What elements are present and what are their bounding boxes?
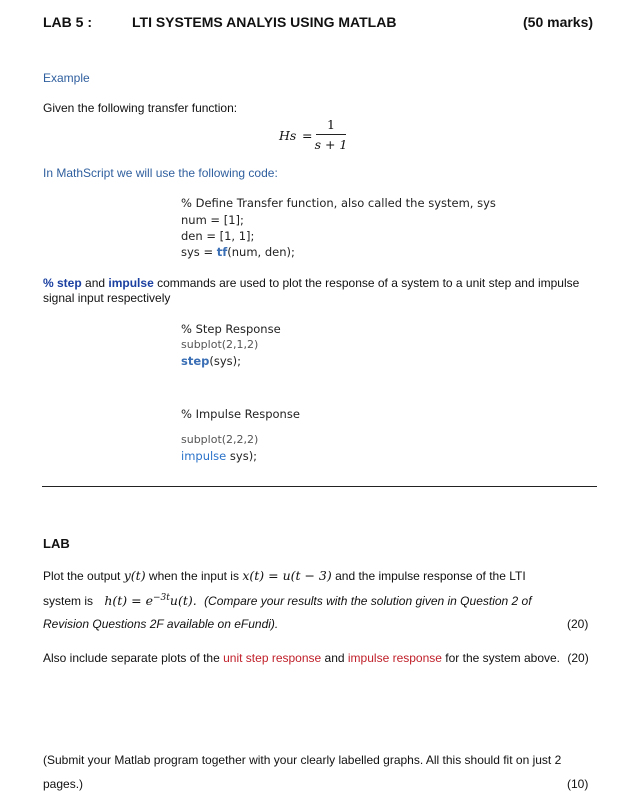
output-yt: y(t) bbox=[123, 568, 146, 583]
impulse-response-text: impulse response bbox=[347, 651, 442, 665]
input-equals: = bbox=[264, 568, 283, 583]
code-step-comment: % Step Response bbox=[181, 322, 281, 336]
desc-rest: commands are used to plot the response of a system to a unit step and impulse bbox=[153, 276, 580, 290]
impulse-ht: h(t) = e bbox=[104, 593, 154, 608]
commands-description-line2: signal input respectively bbox=[43, 291, 171, 305]
code-den: den = [1, 1]; bbox=[181, 229, 255, 243]
input-ut: u(t − 3) bbox=[282, 568, 332, 583]
lab-p4-b: for the system above. bbox=[441, 651, 561, 665]
page-title: LTI SYSTEMS ANALYIS USING MATLAB bbox=[132, 14, 397, 30]
code-num: num = [1]; bbox=[181, 213, 244, 227]
code-sys bbox=[181, 245, 295, 259]
lab-paragraph-line1 bbox=[43, 568, 526, 583]
tf-lhs: Hs bbox=[279, 128, 297, 143]
code-sys-suffix: (num, den); bbox=[227, 245, 295, 259]
lab-paragraph-line3: Revision Questions 2F available on eFundi). bbox=[43, 617, 279, 631]
impulse-command: impulse bbox=[108, 276, 154, 290]
code-impulse-suffix: sys); bbox=[226, 449, 258, 463]
marks-submission: (10) bbox=[567, 777, 589, 791]
lab-p1-a: Plot the output bbox=[43, 569, 124, 583]
tf-equals: = bbox=[302, 128, 313, 143]
code-impulse-comment: % Impulse Response bbox=[181, 407, 300, 421]
submit-instructions-line2: pages.) bbox=[43, 777, 84, 791]
code-step-suffix: (sys); bbox=[209, 354, 242, 368]
lab-heading: LAB bbox=[43, 536, 70, 551]
submit-instructions-line1: (Submit your Matlab program together with your clearly labelled graphs. All this should fit on just 2 bbox=[43, 753, 562, 767]
tf-denominator: s + 1 bbox=[314, 137, 348, 152]
code-tf-keyword: tf bbox=[216, 245, 228, 259]
code-impulse-subplot: subplot(2,2,2) bbox=[181, 433, 259, 446]
lab-number: LAB 5 : bbox=[43, 14, 92, 30]
lab-p4-and: and bbox=[321, 651, 348, 665]
impulse-exponent: −3t bbox=[153, 593, 170, 603]
example-heading: Example bbox=[43, 71, 90, 85]
code-sys-prefix: sys = bbox=[181, 245, 217, 259]
lab-p1-b: when the input is bbox=[145, 569, 243, 583]
desc-and: and bbox=[81, 276, 109, 290]
input-xt: x(t) bbox=[242, 568, 265, 583]
example-intro: Given the following transfer function: bbox=[43, 101, 238, 115]
total-marks: (50 marks) bbox=[523, 14, 594, 30]
marks-question1: (20) bbox=[567, 617, 589, 631]
code-impulse-call bbox=[181, 449, 257, 463]
lab-paragraph-line2 bbox=[43, 593, 532, 608]
tf-numerator: 1 bbox=[327, 117, 335, 132]
step-command: % step bbox=[43, 276, 82, 290]
marks-question2: (20) bbox=[567, 651, 589, 665]
tf-fraction-bar bbox=[316, 134, 346, 135]
lab-p4-a: Also include separate plots of the bbox=[43, 651, 224, 665]
code-step-call bbox=[181, 354, 241, 368]
impulse-u: u(t). bbox=[169, 593, 197, 608]
code-comment-define: % Define Transfer function, also called the system, sys bbox=[181, 196, 496, 210]
code-impulse-keyword: impulse bbox=[181, 449, 227, 463]
mathscript-intro: In MathScript we will use the following code: bbox=[43, 166, 278, 180]
code-step-keyword: step bbox=[181, 354, 210, 368]
lab-p2-a: system is bbox=[43, 594, 94, 608]
commands-description bbox=[43, 276, 579, 290]
code-step-subplot: subplot(2,1,2) bbox=[181, 338, 259, 351]
lab-paragraph-line4 bbox=[43, 651, 589, 665]
lab-p1-c: and the impulse response of the LTI bbox=[331, 569, 526, 583]
lab-p2-compare: (Compare your results with the solution given in Question 2 of bbox=[204, 594, 532, 608]
unit-step-response-text: unit step response bbox=[223, 651, 322, 665]
section-divider bbox=[42, 486, 597, 487]
